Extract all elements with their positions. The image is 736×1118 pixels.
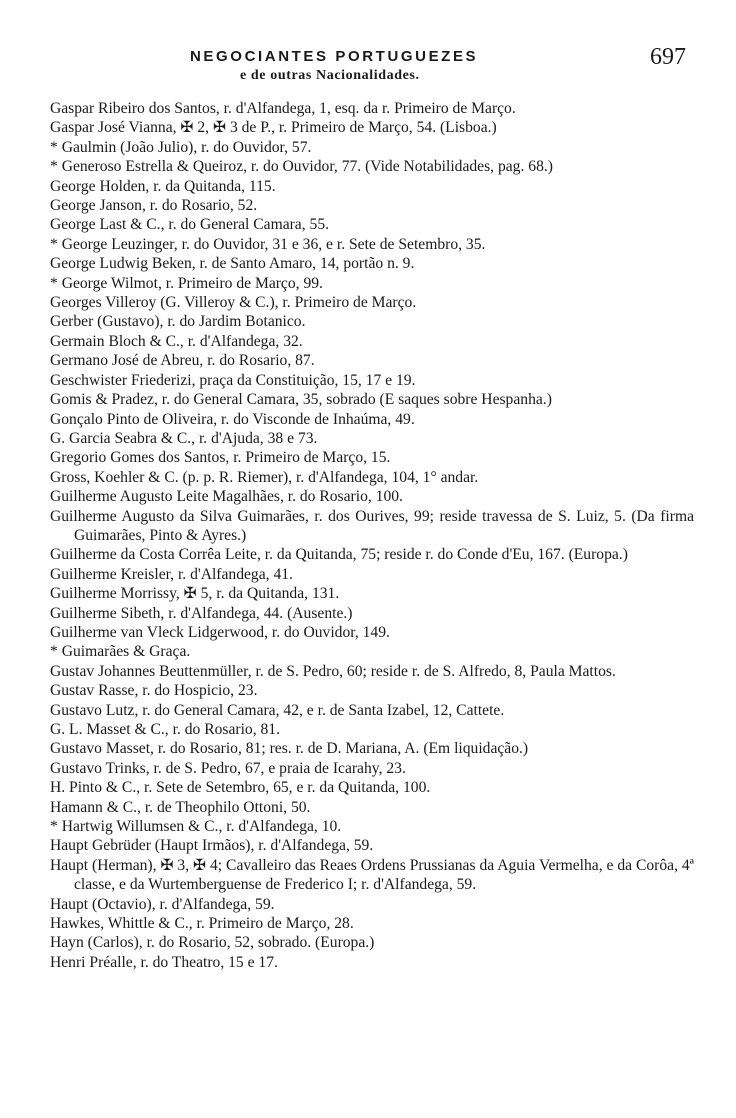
list-item: * Guimarães & Graça.	[50, 643, 191, 661]
list-item: Guilherme da Costa Corrêa Leite, r. da Quitanda, 75; reside r. do Conde d'Eu, 167. (Europa.)	[50, 546, 628, 564]
list-item: Gustav Johannes Beuttenmüller, r. de S. Pedro, 60; reside r. de S. Alfredo, 8, Paula Mattos.	[50, 662, 616, 680]
list-item: Gaspar Ribeiro dos Santos, r. d'Alfandega, 1, esq. da r. Primeiro de Março.	[50, 100, 516, 117]
list-item: George Ludwig Beken, r. de Santo Amaro, 14, portão n. 9.	[50, 255, 415, 273]
list-item: Gustavo Lutz, r. do General Camara, 42, e r. de Santa Izabel, 12, Cattete.	[50, 701, 505, 719]
list-item: * Generoso Estrella & Queiroz, r. do Ouvidor, 77. (Vide Notabilidades, pag. 68.)	[50, 158, 553, 176]
list-item: Hamann & C., r. de Theophilo Ottoni, 50.	[50, 798, 311, 816]
list-item: Haupt (Herman), ✠ 3, ✠ 4; Cavalleiro das Reaes Ordens Prussianas da Aguia Vermelha, e da Corôa, 4ª classe, e da Wurtemberguense de Frederico I; r. d'Alfandega, 59.	[50, 856, 694, 894]
list-item: Guilherme Augusto Leite Magalhães, r. do Rosario, 100.	[50, 488, 403, 506]
list-item: Gaspar José Vianna, ✠ 2, ✠ 3 de P., r. Primeiro de Março, 54. (Lisboa.)	[50, 119, 497, 137]
list-item: Germain Bloch & C., r. d'Alfandega, 32.	[50, 332, 303, 350]
page-subtitle: e de outras Nacionalidades.	[240, 68, 420, 83]
list-item: Guilherme Morrissy, ✠ 5, r. da Quitanda, 131.	[50, 585, 340, 603]
page-title: NEGOCIANTES PORTUGUEZES	[190, 48, 479, 65]
list-item: Gustavo Masset, r. do Rosario, 81; res. r. de D. Mariana, A. (Em liquidação.)	[50, 740, 529, 758]
page-header	[0, 46, 736, 92]
list-item: * George Leuzinger, r. do Ouvidor, 31 e 36, e r. Sete de Setembro, 35.	[50, 235, 486, 253]
list-item: G. L. Masset & C., r. do Rosario, 81.	[50, 721, 280, 738]
list-item: Gonçalo Pinto de Oliveira, r. do Visconde de Inhaúma, 49.	[50, 410, 415, 428]
list-item: Henri Préalle, r. do Theatro, 15 e 17.	[50, 953, 278, 971]
list-item: Geschwister Friederizi, praça da Constituição, 15, 17 e 19.	[50, 371, 416, 389]
list-item: * George Wilmot, r. Primeiro de Março, 99.	[50, 274, 323, 292]
list-item: H. Pinto & C., r. Sete de Setembro, 65, e r. da Quitanda, 100.	[50, 779, 431, 797]
list-item: George Holden, r. da Quitanda, 115.	[50, 177, 276, 195]
list-item: Guilherme van Vleck Lidgerwood, r. do Ouvidor, 149.	[50, 623, 390, 641]
list-item: Gerber (Gustavo), r. do Jardim Botanico.	[50, 313, 306, 331]
list-item: Haupt Gebrüder (Haupt Irmãos), r. d'Alfandega, 59.	[50, 837, 374, 855]
list-item: George Janson, r. do Rosario, 52.	[50, 197, 258, 215]
list-item: Gomis & Pradez, r. do General Camara, 35, sobrado (E saques sobre Hespanha.)	[50, 391, 552, 409]
list-item: G. Garcia Seabra & C., r. d'Ajuda, 38 e 73.	[50, 429, 318, 447]
list-item: Guilherme Sibeth, r. d'Alfandega, 44. (Ausente.)	[50, 604, 353, 622]
list-item: Gross, Koehler & C. (p. p. R. Riemer), r. d'Alfandega, 104, 1° andar.	[50, 468, 479, 486]
list-item: George Last & C., r. do General Camara, 55.	[50, 216, 330, 234]
list-item: Gustav Rasse, r. do Hospicio, 23.	[50, 682, 258, 700]
list-item: * Gaulmin (João Julio), r. do Ouvidor, 57.	[50, 138, 312, 156]
list-item: Georges Villeroy (G. Villeroy & C.), r. Primeiro de Março.	[50, 294, 417, 312]
list-item: Haupt (Octavio), r. d'Alfandega, 59.	[50, 895, 275, 913]
list-item: * Hartwig Willumsen & C., r. d'Alfandega, 10.	[50, 818, 342, 836]
list-item: Guilherme Kreisler, r. d'Alfandega, 41.	[50, 565, 293, 583]
merchant-list	[50, 99, 694, 972]
list-item: Germano José de Abreu, r. do Rosario, 87.	[50, 352, 315, 370]
list-item: Hawkes, Whittle & C., r. Primeiro de Março, 28.	[50, 915, 354, 933]
list-item: Hayn (Carlos), r. do Rosario, 52, sobrado. (Europa.)	[50, 934, 375, 952]
list-item: Gregorio Gomes dos Santos, r. Primeiro de Março, 15.	[50, 449, 391, 467]
list-item: Gustavo Trinks, r. de S. Pedro, 67, e praia de Icarahy, 23.	[50, 759, 406, 777]
list-item: Guilherme Augusto da Silva Guimarães, r. dos Ourives, 99; reside travessa de S. Luiz, 5. (Da firma Guimarães, Pinto & Ayres.)	[50, 507, 694, 544]
page-number: 697	[650, 44, 686, 70]
